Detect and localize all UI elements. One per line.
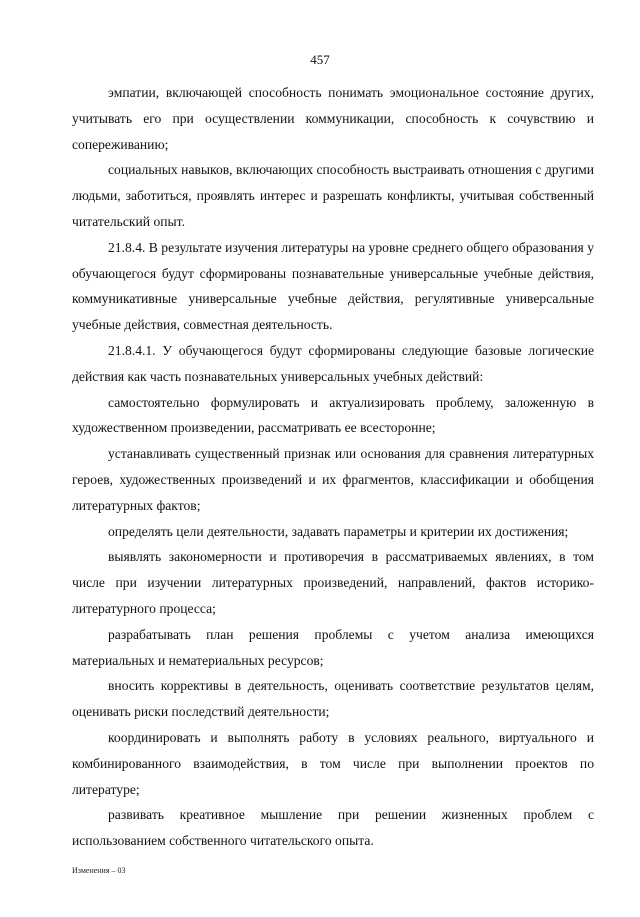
paragraph-21-8-4-1: 21.8.4.1. У обучающегося будут сформированы следующие базовые логические действия как часть познавательных универсальных учебных действий: xyxy=(72,342,594,384)
list-item-identify-patterns: выявлять закономерности и противоречия в рассматриваемых явлениях, в том числе при изучении литературных произведений, направлений, фактов историко-литературного процесса; xyxy=(72,549,594,616)
paragraph-social-skills: социальных навыков, включающих способность выстраивать отношения с другими людьми, заботиться, проявлять интерес и разрешать конфликты, учитывая собственный читательский опыт. xyxy=(72,162,594,229)
list-item-make-corrections: вносить коррективы в деятельность, оценивать соответствие результатов целям, оценивать риски последствий деятельности; xyxy=(72,678,594,720)
page-number: 457 xyxy=(310,52,330,67)
body-text xyxy=(72,80,594,854)
paragraph-21-8-4: 21.8.4. В результате изучения литературы на уровне среднего общего образования у обучающегося будут сформированы познавательные универсальные учебные действия, коммуникативные универсальные учебные действия, регулятивные универсальные учебные действия, совместная деятельность. xyxy=(72,239,594,333)
list-item-formulate-problem: самостоятельно формулировать и актуализировать проблему, заложенную в художественном произведении, рассматривать ее всесторонне; xyxy=(72,394,594,436)
list-item-define-goals: определять цели деятельности, задавать параметры и критерии их достижения; xyxy=(108,523,569,539)
footer-revision-note: Изменения – 03 xyxy=(72,866,126,875)
list-item-establish-feature: устанавливать существенный признак или основания для сравнения литературных героев, художественных произведений и их фрагментов, классификации и обобщения литературных фактов; xyxy=(72,446,594,513)
list-item-coordinate-work: координировать и выполнять работу в условиях реального, виртуального и комбинированного взаимодействия, в том числе при выполнении проектов по литературе; xyxy=(72,729,594,797)
list-item-creative-thinking: развивать креативное мышление при решении жизненных проблем с использованием собственного читательского опыта. xyxy=(72,807,594,849)
list-item-develop-plan: разрабатывать план решения проблемы с учетом анализа имеющихся материальных и нематериальных ресурсов; xyxy=(72,626,594,668)
paragraph-empathy: эмпатии, включающей способность понимать эмоциональное состояние других, учитывать его при осуществлении коммуникации, способность к сочувствию и сопереживанию; xyxy=(72,85,594,152)
